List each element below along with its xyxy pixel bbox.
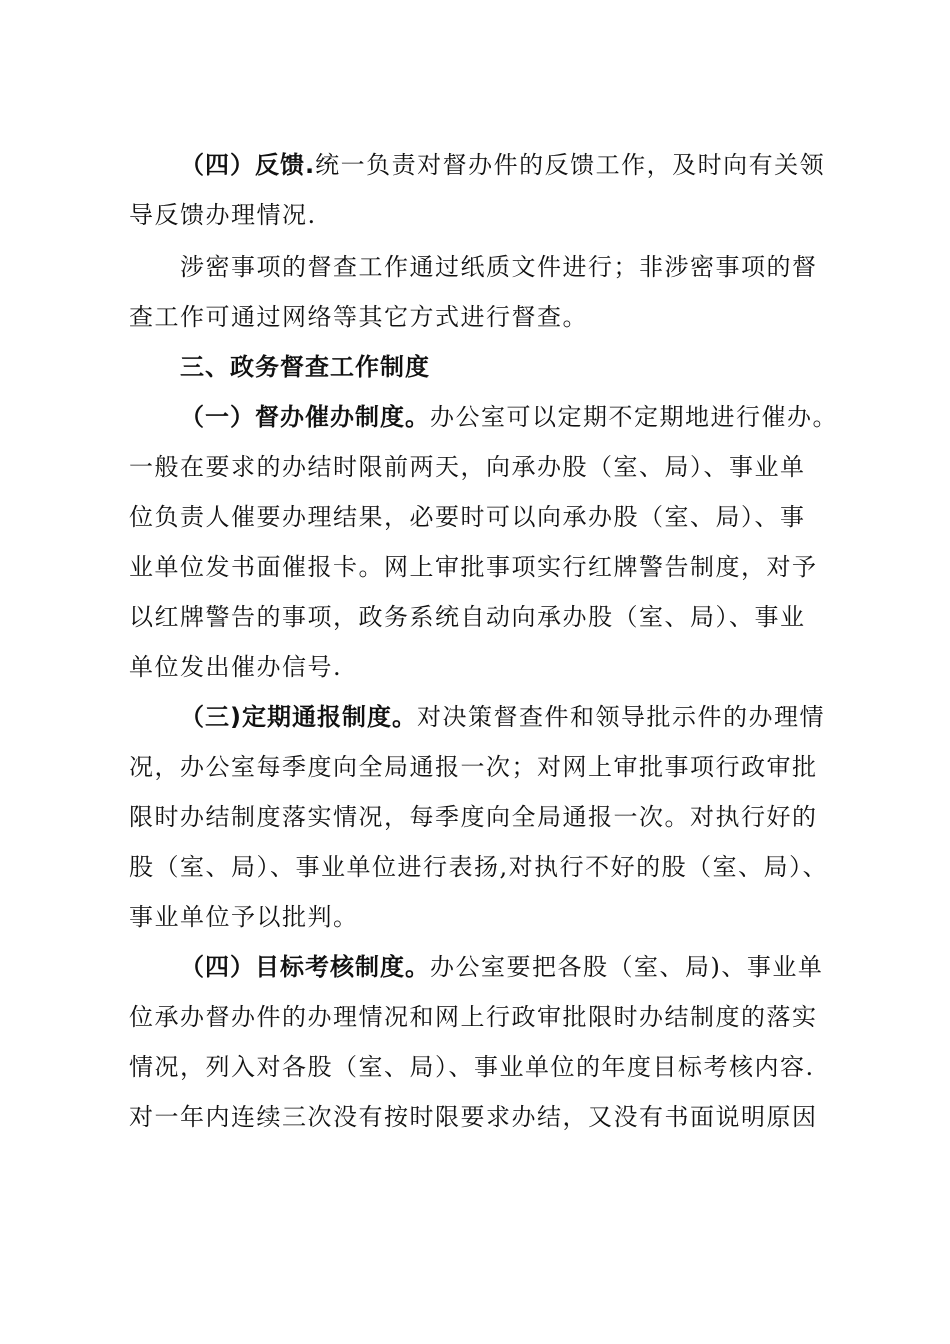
paragraph-3-line-6: 单位发出催办信号. (129, 653, 343, 681)
paragraph-4-line-5: 事业单位予以批判。 (129, 903, 359, 931)
paragraph-3-line-1 (180, 402, 838, 432)
paragraph-4-heading: （三)定期通报制度。 (180, 703, 417, 731)
paragraph-5-line-4: 对一年内连续三次没有按时限要求办结，又没有书面说明原因 (129, 1103, 818, 1131)
paragraph-5-heading: （四）目标考核制度。 (180, 953, 430, 981)
paragraph-5-line-1 (180, 952, 823, 982)
paragraph-4-line-3: 限时办结制度落实情况，每季度向全局通报一次。对执行好的 (129, 803, 818, 831)
paragraph-1-line-1 (180, 150, 825, 180)
paragraph-2-line-2: 查工作可通过网络等其它方式进行督查。 (129, 303, 588, 331)
paragraph-3-line-2: 一般在要求的办结时限前两天，向承办股（室、局）、事业单 (129, 453, 806, 481)
section-title: 三、政务督查工作制度 (180, 353, 430, 381)
paragraph-1-heading: （四）反馈. (180, 151, 316, 179)
paragraph-3-line-3: 位负责人催要办理结果，必要时可以向承办股（室、局）、事 (129, 503, 806, 531)
paragraph-2-line-1: 涉密事项的督查工作通过纸质文件进行；非涉密事项的督 (180, 253, 818, 281)
paragraph-1-line-2: 导反馈办理情况. (129, 201, 317, 229)
paragraph-3-text: 办公室可以定期不定期地进行催办。 (430, 403, 838, 431)
paragraph-1-text: 统一负责对督办件的反馈工作，及时向有关领 (315, 151, 826, 179)
paragraph-4-line-2: 况，办公室每季度向全局通报一次；对网上审批事项行政审批 (129, 753, 818, 781)
paragraph-5-text: 办公室要把各股（室、局)、事业单 (430, 953, 824, 981)
paragraph-4-text: 对决策督查件和领导批示件的办理情 (416, 703, 825, 731)
paragraph-5-line-3: 情况，列入对各股（室、局）、事业单位的年度目标考核内容. (129, 1053, 815, 1081)
paragraph-4-line-1 (180, 702, 825, 732)
paragraph-3-heading: （一）督办催办制度。 (180, 403, 430, 431)
paragraph-5-line-2: 位承办督办件的办理情况和网上行政审批限时办结制度的落实 (129, 1003, 818, 1031)
paragraph-3-line-4: 业单位发书面催报卡。网上审批事项实行红牌警告制度，对予 (129, 553, 818, 581)
paragraph-4-line-4: 股（室、局）、事业单位进行表扬,对执行不好的股（室、局）、 (129, 853, 829, 881)
paragraph-3-line-5: 以红牌警告的事项，政务系统自动向承办股（室、局）、事业 (129, 603, 806, 631)
